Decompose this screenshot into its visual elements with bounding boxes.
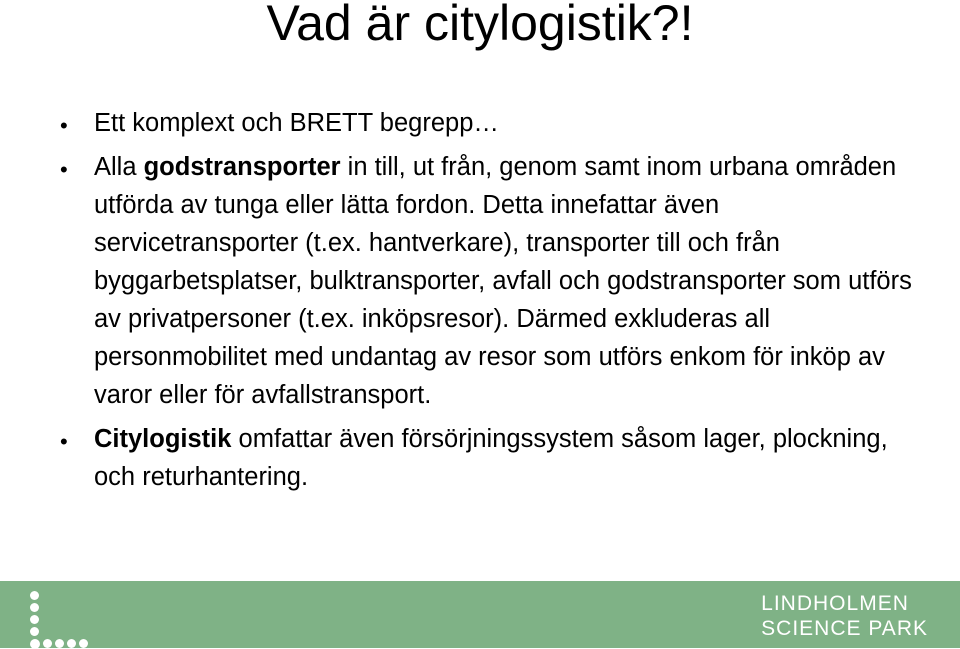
brand-line-2: SCIENCE PARK <box>761 617 928 640</box>
bullet-dot-icon: • <box>60 157 68 182</box>
bullet-dot-icon: • <box>60 113 68 138</box>
brand-logo <box>761 591 928 641</box>
bullet-dot-icon: • <box>60 429 68 454</box>
bullet-text: Citylogistik omfattar även försörjningssystem såsom lager, plockning, och returhantering. <box>94 425 888 491</box>
bullet-item <box>56 420 916 496</box>
bullet-list <box>56 104 916 502</box>
brand-line-1: LINDHOLMEN <box>761 592 909 615</box>
logo-dots-icon <box>30 587 90 645</box>
bullet-item <box>56 104 916 142</box>
bullet-text: Alla godstransporter in till, ut från, genom samt inom urbana områden utförda av tunga eller lätta fordon. Detta innefattar även servicetransporter (t.ex. hantverkare), transporter till och från byggarbetsplatser, bulktransporter, avfall och godstransporter som utförs av privatpersoner (t.ex. inköpsresor). Därmed exkluderas all personmobilitet med undantag av resor som utförs enkom för inköp av varor eller för avfallstransport. <box>94 153 912 409</box>
bullet-text: Ett komplext och BRETT begrepp… <box>94 109 499 137</box>
bullet-item <box>56 148 916 414</box>
footer-bar <box>0 581 960 648</box>
slide-title: Vad är citylogistik?! <box>266 0 694 51</box>
